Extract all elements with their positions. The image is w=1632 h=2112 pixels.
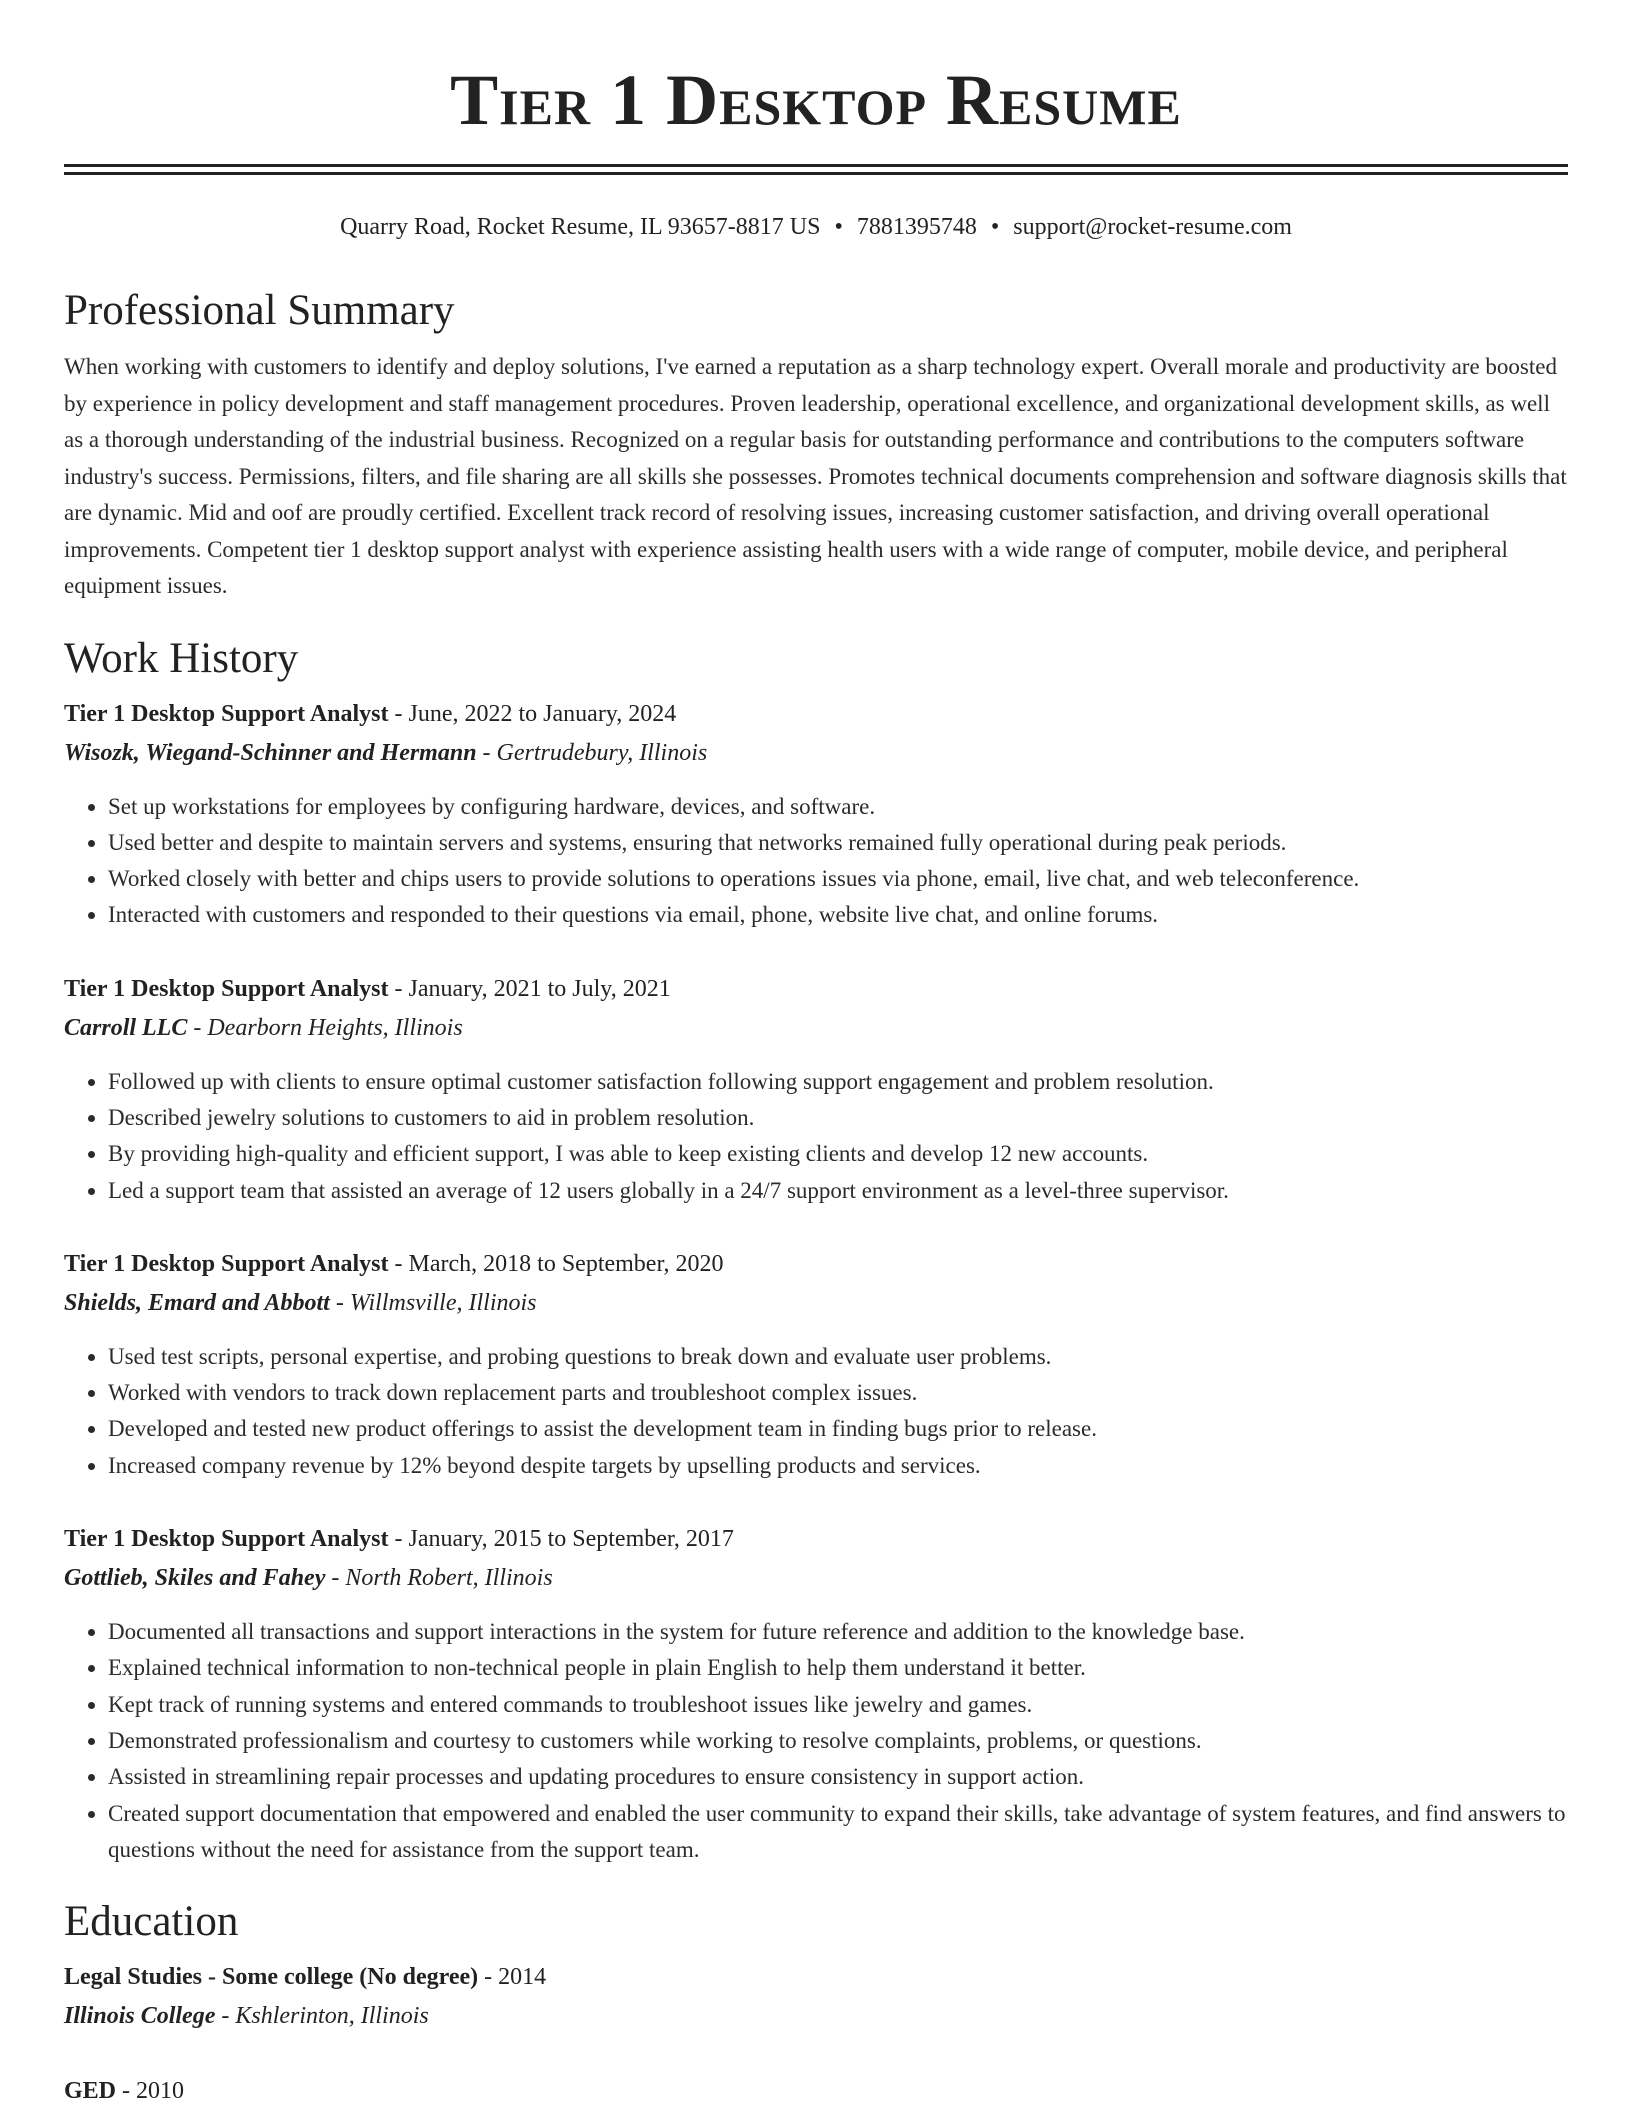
job-title-line <box>64 695 1568 734</box>
job-title: Tier 1 Desktop Support Analyst <box>64 975 389 1002</box>
contact-separator: • <box>990 214 1000 240</box>
job-company: Shields, Emard and Abbott <box>64 1289 330 1316</box>
list-item: • Worked with vendors to track down replacement parts and troubleshoot complex issues. <box>108 1375 1568 1411</box>
education-degree-line <box>64 2072 1568 2111</box>
job-dates: - January, 2021 to July, 2021 <box>388 975 671 1002</box>
list-item: • Followed up with clients to ensure optimal customer satisfaction following support engagement and problem resolution. <box>108 1064 1568 1100</box>
education-entry <box>64 1958 1568 2036</box>
job-title-line <box>64 1245 1568 1284</box>
job-dates: - June, 2022 to January, 2024 <box>388 700 677 727</box>
job-location: - Willmsville, Illinois <box>329 1289 537 1316</box>
list-item: • Developed and tested new product offerings to assist the development team in finding bugs prior to release. <box>108 1411 1568 1447</box>
resume-name: Tier 1 Desktop Resume <box>450 60 1182 140</box>
list-item: • Worked closely with better and chips users to provide solutions to operations issues via phone, email, live chat, and web teleconference. <box>108 861 1568 897</box>
list-item: • Explained technical information to non-technical people in plain English to help them understand it better. <box>108 1650 1568 1686</box>
job-dates: - March, 2018 to September, 2020 <box>388 1250 724 1277</box>
job-company: Carroll LLC <box>64 1014 188 1041</box>
header-double-rule <box>64 164 1568 175</box>
work-history-heading: Work History <box>64 634 299 682</box>
job-company: Wisozk, Wiegand-Schinner and Hermann <box>64 739 477 766</box>
job-entry <box>64 1520 1568 1868</box>
job-title: Tier 1 Desktop Support Analyst <box>64 1250 389 1277</box>
job-company-line <box>64 1284 1568 1323</box>
education-school: Illinois College <box>64 2003 216 2030</box>
list-item: • Used better and despite to maintain servers and systems, ensuring that networks remained fully operational during peak periods. <box>108 825 1568 861</box>
list-item: • Used test scripts, personal expertise, and probing questions to break down and evaluate user problems. <box>108 1339 1568 1375</box>
summary-text: When working with customers to identify and deploy solutions, I've earned a reputation as a sharp technology expert. Overall morale and productivity are boosted by experience in policy development and staff management procedures. Proven leadership, operational excellence, and organizational development skills, as well as a thorough understanding of the industrial business. Recognized on a regular basis for outstanding performance and contributions to the computers software industry's success. Permissions, filters, and file sharing are all skills she possesses. Promotes technical documents comprehension and software diagnosis skills that are dynamic. Mid and oof are proudly certified. Excellent track record of resolving issues, increasing customer satisfaction, and driving overall operational improvements. Competent tier 1 desktop support analyst with experience assisting health users with a wide range of computer, mobile device, and peripheral equipment issues. <box>64 354 1567 598</box>
job-company: Gottlieb, Skiles and Fahey <box>64 1565 326 1592</box>
list-item: • Increased company revenue by 12% beyond despite targets by upselling products and services. <box>108 1448 1568 1484</box>
job-entry <box>64 1245 1568 1484</box>
contact-email: support@rocket-resume.com <box>1013 214 1292 240</box>
list-item: • By providing high-quality and efficient support, I was able to keep existing clients and develop 12 new accounts. <box>108 1136 1568 1172</box>
education-location: - Kshlerinton, Illinois <box>215 2003 429 2030</box>
job-title-line <box>64 1520 1568 1559</box>
education-entry <box>64 2072 1568 2111</box>
contact-phone: 7881395748 <box>856 214 977 240</box>
education-degree: Legal Studies - Some college (No degree) <box>64 1964 479 1991</box>
list-item: • Created support documentation that empowered and enabled the user community to expand their skills, take advantage of system features, and find answers to questions without the need for assistance from the support team. <box>108 1796 1568 1869</box>
contact-line <box>64 211 1568 243</box>
list-item: • Described jewelry solutions to customers to aid in problem resolution. <box>108 1100 1568 1136</box>
education-degree-line <box>64 1958 1568 1997</box>
job-title: Tier 1 Desktop Support Analyst <box>64 1526 389 1553</box>
education-school-line <box>64 1997 1568 2036</box>
job-company-line <box>64 734 1568 773</box>
education-year: - 2010 <box>116 2078 185 2105</box>
job-bullets <box>64 789 1568 934</box>
list-item: • Kept track of running systems and entered commands to troubleshoot issues like jewelry and games. <box>108 1687 1568 1723</box>
list-item: • Interacted with customers and responded to their questions via email, phone, website live chat, and online forums. <box>108 897 1568 933</box>
job-entry <box>64 695 1568 934</box>
job-company-line <box>64 1009 1568 1048</box>
job-bullets <box>64 1064 1568 1209</box>
job-title-line <box>64 970 1568 1009</box>
job-location: - Gertrudebury, Illinois <box>476 739 708 766</box>
education-year: - 2014 <box>478 1964 547 1991</box>
job-location: - Dearborn Heights, Illinois <box>187 1014 463 1041</box>
list-item: • Led a support team that assisted an average of 12 users globally in a 24/7 support environment as a level-three supervisor. <box>108 1173 1568 1209</box>
list-item: • Assisted in streamlining repair processes and updating procedures to ensure consistency in support action. <box>108 1759 1568 1795</box>
job-location: - North Robert, Illinois <box>325 1565 553 1592</box>
job-company-line <box>64 1559 1568 1598</box>
job-title: Tier 1 Desktop Support Analyst <box>64 700 389 727</box>
job-bullets <box>64 1614 1568 1868</box>
contact-separator: • <box>834 214 843 240</box>
job-bullets <box>64 1339 1568 1484</box>
list-item: • Demonstrated professionalism and courtesy to customers while working to resolve complaints, problems, or questions. <box>108 1723 1568 1759</box>
education-heading: Education <box>64 1898 239 1946</box>
job-dates: - January, 2015 to September, 2017 <box>388 1526 734 1553</box>
list-item: • Documented all transactions and support interactions in the system for future reference and addition to the knowledge base. <box>108 1614 1568 1650</box>
education-degree: GED <box>64 2078 117 2105</box>
list-item: • Set up workstations for employees by configuring hardware, devices, and software. <box>108 789 1568 825</box>
job-entry <box>64 970 1568 1209</box>
summary-heading: Professional Summary <box>64 287 455 334</box>
contact-address: Quarry Road, Rocket Resume, IL 93657-8817 US <box>340 214 821 240</box>
